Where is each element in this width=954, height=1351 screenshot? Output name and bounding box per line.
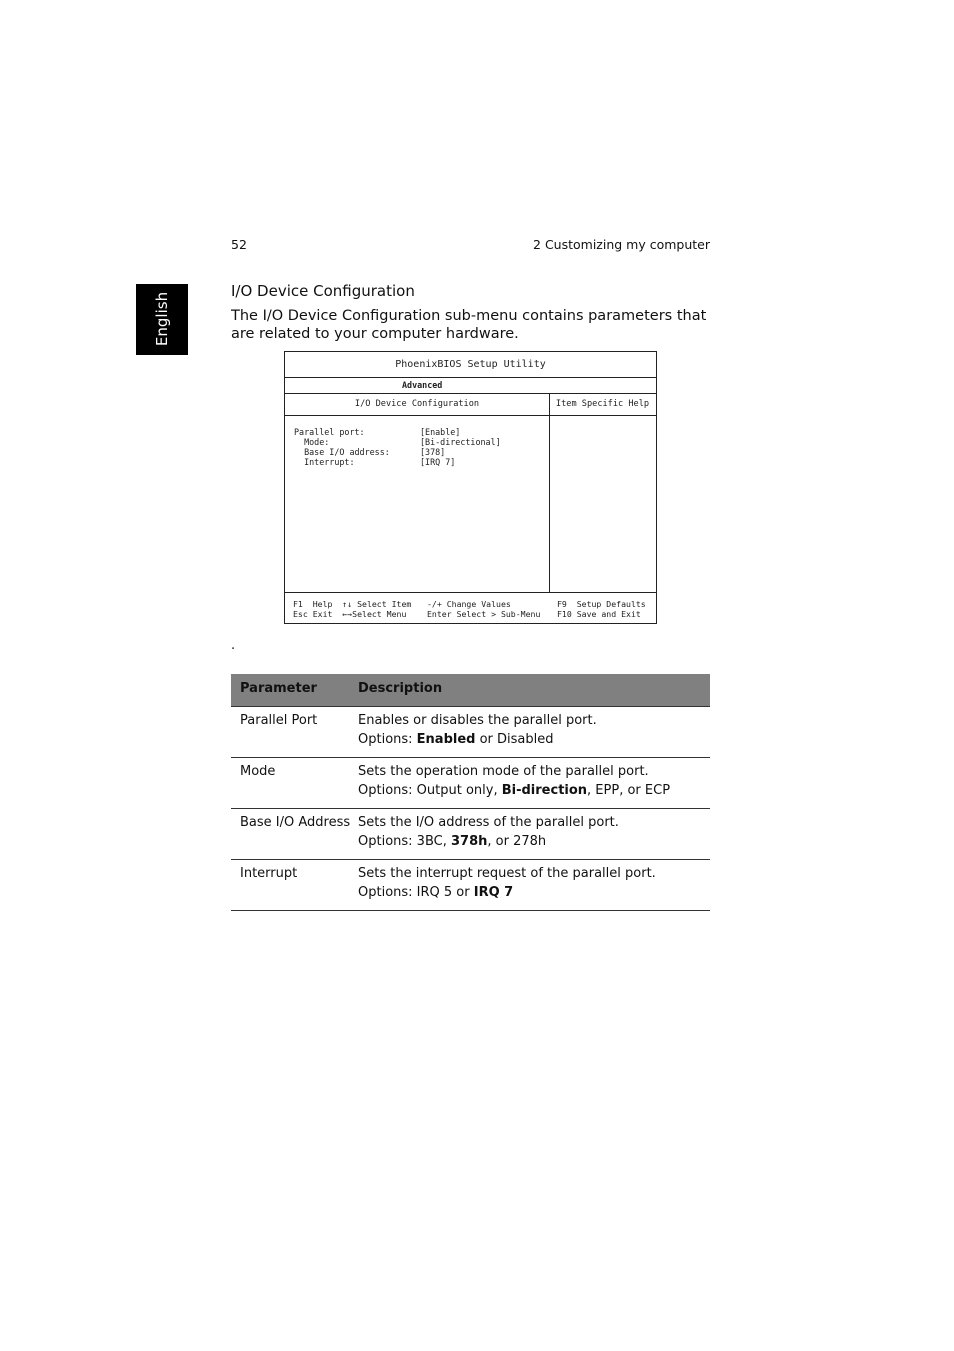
bios-panel-title: I/O Device Configuration — [354, 399, 480, 409]
default-option: Enabled — [416, 732, 476, 747]
bios-help-title: Item Specific Help — [555, 399, 650, 409]
bios-footer-keys: F9 Setup Defaults — [557, 599, 646, 609]
default-option: IRQ 7 — [473, 885, 514, 900]
bios-footer-keys: F1 Help ↑↓ Select Item — [293, 599, 412, 609]
running-head: 2 Customizing my computer — [533, 237, 710, 252]
bios-item-value: [Bi-directional] — [420, 437, 501, 447]
default-option: 378h — [450, 834, 488, 849]
table-row — [231, 707, 710, 758]
separator-dot: . — [231, 638, 236, 653]
bios-item-label: Base I/O address: — [294, 447, 390, 457]
description-text: Enables or disables the parallel port. — [358, 713, 597, 728]
column-header-parameter: Parameter — [240, 681, 317, 696]
column-header-description: Description — [358, 681, 443, 696]
bios-footer — [285, 593, 656, 623]
table-row — [231, 758, 710, 809]
bios-item-list — [285, 416, 656, 593]
bios-footer-keys: F10 Save and Exit — [557, 609, 641, 619]
bios-panel-header — [285, 394, 656, 416]
bios-title: PhoenixBIOS Setup Utility — [285, 352, 656, 378]
intro-paragraph: The I/O Device Configuration sub-menu contains parameters that are related to your computer hardware. — [231, 308, 707, 342]
options-text: Options: Enabled or Disabled — [358, 732, 554, 747]
bios-menu-bar — [285, 378, 656, 394]
parameter-name: Interrupt — [240, 866, 298, 881]
bios-item-label: Interrupt: — [294, 457, 355, 467]
options-text: Options: 3BC, 378h, or 278h — [358, 834, 547, 849]
parameter-name: Parallel Port — [240, 713, 318, 728]
bios-item-label: Mode: — [294, 437, 330, 447]
bios-footer-keys: Enter Select > Sub-Menu — [427, 609, 541, 619]
language-tab-label: English — [153, 291, 171, 347]
bios-item-label: Parallel port: — [294, 427, 365, 437]
table-header — [231, 674, 710, 707]
section-title: I/O Device Configuration — [231, 282, 415, 300]
options-text: Options: Output only, Bi-direction, EPP, or ECP — [358, 783, 671, 798]
description-text: Sets the I/O address of the parallel port. — [358, 815, 619, 830]
table-row — [231, 809, 710, 860]
language-tab — [136, 284, 188, 355]
bios-footer-keys: Esc Exit ←→Select Menu — [293, 609, 407, 619]
bios-item-value: [378] — [420, 447, 446, 457]
bios-item-value: [Enable] — [420, 427, 461, 437]
table-row — [231, 860, 710, 911]
description-text: Sets the interrupt request of the parallel port. — [358, 866, 656, 881]
bios-footer-keys: -/+ Change Values — [427, 599, 511, 609]
page-number: 52 — [231, 237, 247, 252]
bios-screenshot — [284, 351, 657, 624]
description-text: Sets the operation mode of the parallel port. — [358, 764, 649, 779]
options-text: Options: IRQ 5 or IRQ 7 — [358, 885, 514, 900]
bios-menu-advanced: Advanced — [402, 380, 443, 390]
default-option: Bi-direction — [501, 783, 588, 798]
parameter-name: Base I/O Address — [240, 815, 351, 830]
parameter-table — [231, 674, 710, 911]
bios-item-value: [IRQ 7] — [420, 457, 456, 467]
parameter-name: Mode — [240, 764, 276, 779]
